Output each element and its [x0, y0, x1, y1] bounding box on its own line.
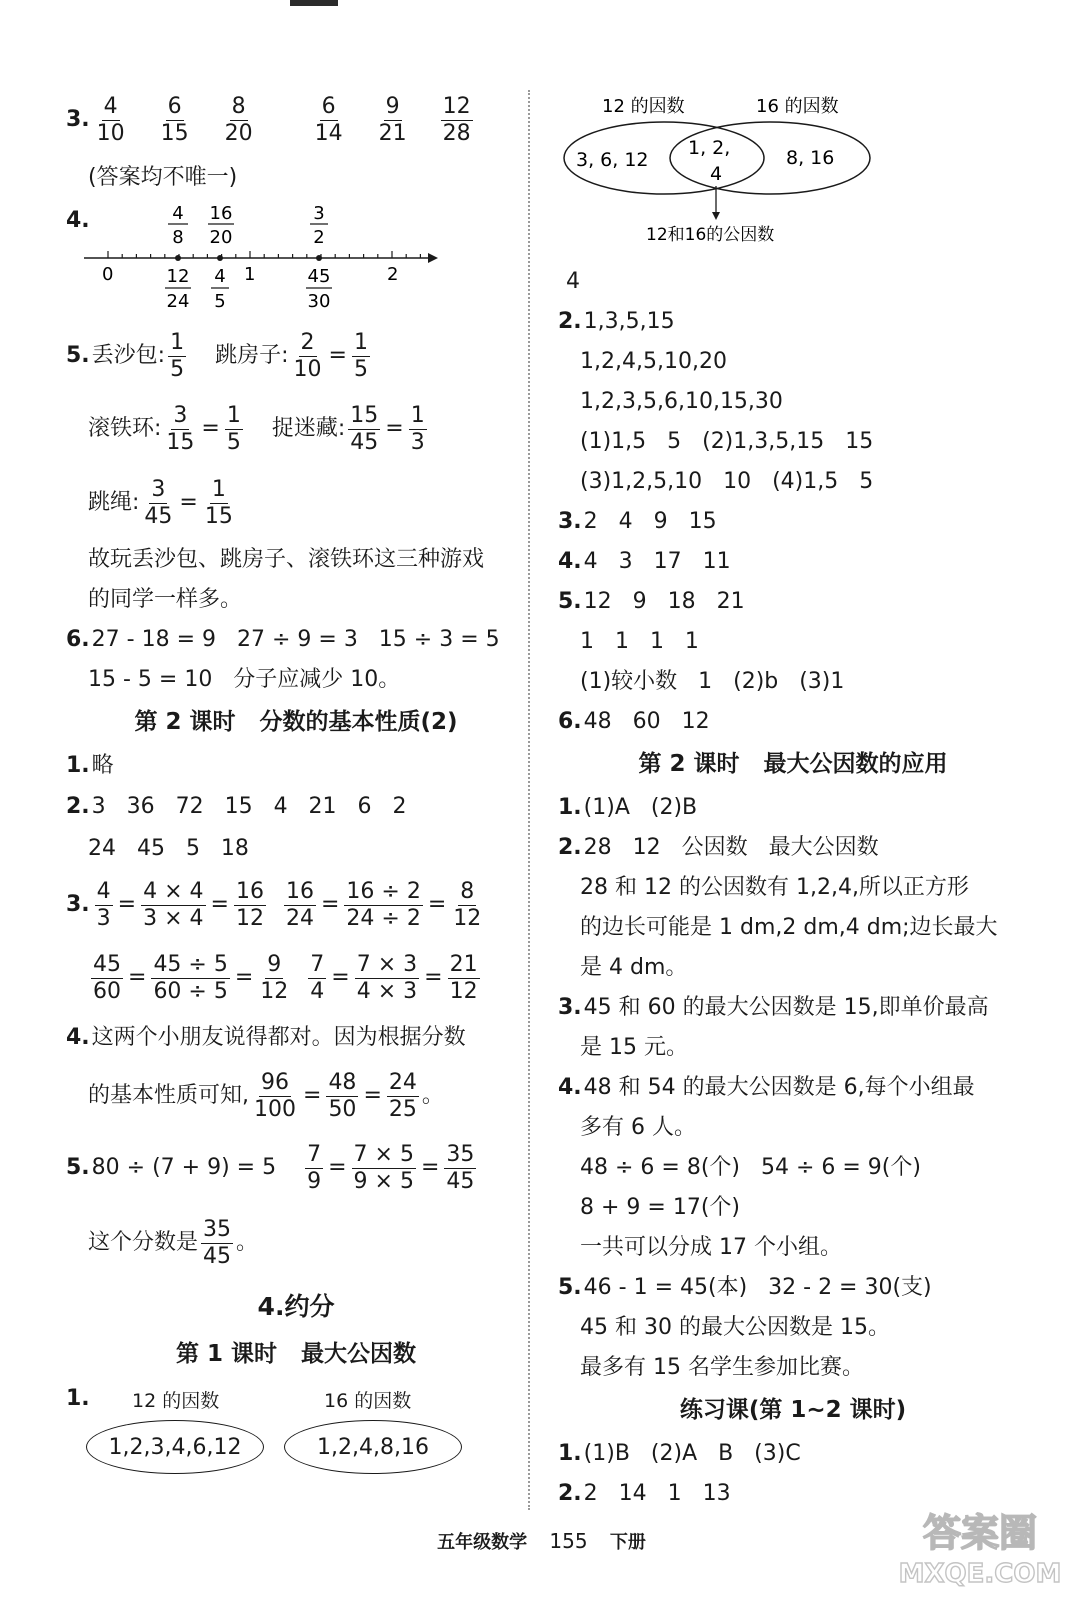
fraction: $\frac{12}{28}$ — [442, 94, 471, 146]
q5-conclusion-2: 的同学一样多。 — [88, 586, 243, 612]
s2-line3: 的边长可能是 1 dm,2 dm,4 dm;边长最大 — [580, 914, 998, 940]
tick-label-2: 2 — [387, 264, 399, 285]
venn-diagram — [558, 86, 888, 256]
footer-volume: 下册 — [609, 1532, 646, 1553]
b2-line1: 2. 3 36 72 15 4 21 6 2 — [66, 793, 407, 819]
fraction: $\frac{9}{21}$ — [378, 94, 407, 146]
r-answer-4: 4 — [566, 268, 580, 294]
above-frac-num: 4 — [172, 203, 184, 224]
s4-line5: 一共可以分成 17 个小组。 — [580, 1234, 842, 1260]
venn-only-12: 3, 6, 12 — [576, 149, 649, 171]
axis-arrow — [428, 253, 438, 263]
set-label-16: 16 的因数 — [324, 1390, 412, 1412]
r4-line: 4. 4 3 17 11 — [558, 548, 731, 574]
fraction: $\frac{6}{14}$ — [314, 94, 343, 146]
fraction: $\frac{3}{15}$ — [166, 403, 195, 455]
p1-line: 1. (1)B (2)A B (3)C — [558, 1440, 801, 1466]
fraction: $\frac{8}{20}$ — [224, 94, 253, 146]
column-divider — [528, 90, 530, 1510]
set-oval-12: 1,2,3,4,6,12 — [86, 1420, 264, 1474]
svg-text:MXQE.COM: MXQE.COM — [898, 1559, 1062, 1589]
above-frac-den: 8 — [172, 227, 184, 248]
b5-line1: 5. 80 ÷ (7 + 9) = 5 $\frac{7}{9}$ = $\frac{7 \times 5}{9 \times 5}$ = $\frac{35}{45}$ — [66, 1142, 475, 1194]
q5-line1: 5. 丢沙包: $\frac{1}{5}$ 跳房子: $\frac{2}{10}$ = $\frac{1}{5}$ — [66, 330, 368, 382]
fraction: $\frac{1}{15}$ — [204, 477, 233, 529]
q5-line3: 跳绳: $\frac{3}{45}$ = $\frac{1}{15}$ — [88, 477, 233, 529]
below-frac-den: 5 — [214, 291, 226, 312]
section-heading: 4.约分 — [257, 1292, 335, 1321]
s4-line3: 48 ÷ 6 = 8(个) 54 ÷ 6 = 9(个) — [580, 1154, 921, 1180]
watermark-logo — [885, 1502, 1075, 1592]
r2-line1: 2. 1,3,5,15 — [558, 308, 675, 334]
q4-number-line: 4. 0 1 2 4 8 16 20 3 2 12 24 4 5 45 30 — [66, 200, 526, 320]
below-frac-den: 24 — [166, 291, 190, 312]
s5-line1: 5. 46 - 1 = 45(本) 32 - 2 = 30(支) — [558, 1274, 932, 1300]
set-label-12: 12 的因数 — [132, 1390, 220, 1412]
top-mark — [290, 0, 338, 6]
footer-subject: 五年级数学 — [437, 1532, 528, 1553]
r2-line4: (1)1,5 5 (2)1,3,5,15 15 — [580, 428, 874, 454]
s2-line4: 是 4 dm。 — [580, 954, 688, 980]
b3-line2: $\frac{45}{60}$ = $\frac{45 \div 5}{60 \div 5}$ = $\frac{9}{12}$ $\frac{7}{4}$ = $\frac{7 \times 3}{4 \times 3}$ = $\frac{21}{12}$ — [93, 952, 478, 1004]
b2-line2: 24 45 5 18 — [88, 835, 249, 861]
lesson-heading: 第 2 课时 最大公因数的应用 — [638, 751, 948, 778]
above-frac-den: 2 — [313, 227, 325, 248]
tick-label-1: 1 — [244, 264, 256, 285]
below-frac-num: 4 — [214, 266, 226, 287]
fraction: $\frac{1}{5}$ — [226, 403, 241, 455]
b4-line1: 4. 这两个小朋友说得都对。因为根据分数 — [66, 1024, 466, 1050]
number-line-svg — [80, 200, 460, 320]
p2-line: 2. 2 14 1 13 — [558, 1480, 731, 1506]
above-frac-num: 16 — [209, 203, 233, 224]
b3-line1: 3. $\frac{4}{3}$ = $\frac{4 \times 4}{3 \times 4}$ = $\frac{16}{12}$ $\frac{16}{24}$ = $\frac{16 \div 2}{24 \div 2}$ = $\frac{8}{12}$ — [66, 879, 482, 931]
q3-note: (答案均不唯一) — [88, 164, 238, 190]
fraction: $\frac{6}{15}$ — [160, 94, 189, 146]
s2-line2: 28 和 12 的公因数有 1,2,4,所以正方形 — [580, 874, 969, 900]
r5-line3: (1)较小数 1 (2)b (3)1 — [580, 668, 845, 694]
s4-line2: 多有 6 人。 — [580, 1114, 696, 1140]
lesson-heading: 第 1 课时 最大公因数 — [175, 1341, 417, 1368]
fraction: $\frac{2}{10}$ — [293, 330, 322, 382]
venn-common: 4 — [710, 163, 723, 185]
s1-line: 1. (1)A (2)B — [558, 794, 698, 820]
venn-arrow-label: 12和16的公因数 — [646, 225, 775, 245]
q5-line2: 滚铁环: $\frac{3}{15}$ = $\frac{1}{5}$ 捉迷藏: $\frac{15}{45}$ = $\frac{1}{3}$ — [88, 403, 425, 455]
s3-line2: 是 15 元。 — [580, 1034, 688, 1060]
fraction: $\frac{1}{3}$ — [410, 403, 425, 455]
below-frac-num: 45 — [307, 266, 331, 287]
fraction: $\frac{1}{5}$ — [170, 330, 185, 382]
right-column — [558, 86, 1028, 1514]
r2-line5: (3)1,2,5,10 10 (4)1,5 5 — [580, 468, 874, 494]
r2-line2: 1,2,4,5,10,20 — [580, 348, 727, 374]
b4-line2: 的基本性质可知, $\frac{96}{100}$ = $\frac{48}{50}$ = $\frac{24}{25}$ 。 — [88, 1070, 444, 1122]
b5-line2: 这个分数是 $\frac{35}{45}$ 。 — [88, 1217, 259, 1269]
venn-only-16: 8, 16 — [786, 147, 835, 169]
s3-line1: 3. 45 和 60 的最大公因数是 15,即单价最高 — [558, 994, 989, 1020]
practice-heading: 练习课(第 1~2 课时) — [679, 1397, 907, 1424]
r2-line3: 1,2,3,5,6,10,15,30 — [580, 388, 783, 414]
page-number: 155 — [549, 1529, 588, 1553]
point-three-halves — [316, 255, 322, 261]
below-frac-num: 12 — [166, 266, 190, 287]
s4-line1: 4. 48 和 54 的最大公因数是 6,每个小组最 — [558, 1074, 975, 1100]
above-frac-num: 3 — [313, 203, 325, 224]
fraction: $\frac{4}{10}$ — [96, 94, 125, 146]
s4-line4: 8 + 9 = 17(个) — [580, 1194, 740, 1220]
q5-conclusion-1: 故玩丢沙包、跳房子、滚铁环这三种游戏 — [88, 546, 485, 572]
venn-label-16: 16 的因数 — [756, 96, 839, 117]
q6-line1: 6. 27 - 18 = 9 27 ÷ 9 = 3 15 ÷ 3 = 5 — [66, 626, 500, 652]
fraction: $\frac{3}{45}$ — [144, 477, 173, 529]
tick-marks — [108, 251, 420, 258]
s5-line3: 最多有 15 名学生参加比赛。 — [580, 1354, 864, 1380]
set-oval-16: 1,2,4,8,16 — [284, 1420, 462, 1474]
lesson-heading: 第 2 课时 分数的基本性质(2) — [134, 709, 458, 736]
s2-line1: 2. 28 12 公因数 最大公因数 — [558, 834, 879, 860]
svg-text:答案圈: 答案圈 — [922, 1511, 1038, 1555]
s5-line2: 45 和 30 的最大公因数是 15。 — [580, 1314, 890, 1340]
r3-line: 3. 2 4 9 15 — [558, 508, 717, 534]
left-column — [66, 84, 526, 1488]
below-frac-den: 30 — [307, 291, 331, 312]
venn-label-12: 12 的因数 — [602, 96, 685, 117]
venn-arrowhead — [712, 212, 720, 220]
fraction: $\frac{15}{45}$ — [350, 403, 379, 455]
point-four-fifths — [217, 255, 223, 261]
c1-factor-sets: 1. 12 的因数 16 的因数 1,2,3,4,6,12 1,2,4,8,16 — [66, 1378, 526, 1488]
b1-line: 1. 略 — [66, 752, 114, 778]
r5-line1: 5. 12 9 18 21 — [558, 588, 745, 614]
tick-label-0: 0 — [102, 264, 114, 285]
q6-line2: 15 - 5 = 10 分子应减少 10。 — [88, 666, 401, 692]
r5-line2: 1 1 1 1 — [580, 628, 699, 654]
venn-common: 1, 2, — [688, 137, 731, 159]
point-half — [175, 255, 181, 261]
fraction: $\frac{1}{5}$ — [353, 330, 368, 382]
q3-fractions: 3. $\frac{4}{10}$ $\frac{6}{15}$ $\frac{8}{20}$ $\frac{6}{14}$ $\frac{9}{21}$ $\frac{12}{28}$ — [66, 94, 471, 146]
above-frac-den: 20 — [209, 227, 233, 248]
r6-line: 6. 48 60 12 — [558, 708, 710, 734]
